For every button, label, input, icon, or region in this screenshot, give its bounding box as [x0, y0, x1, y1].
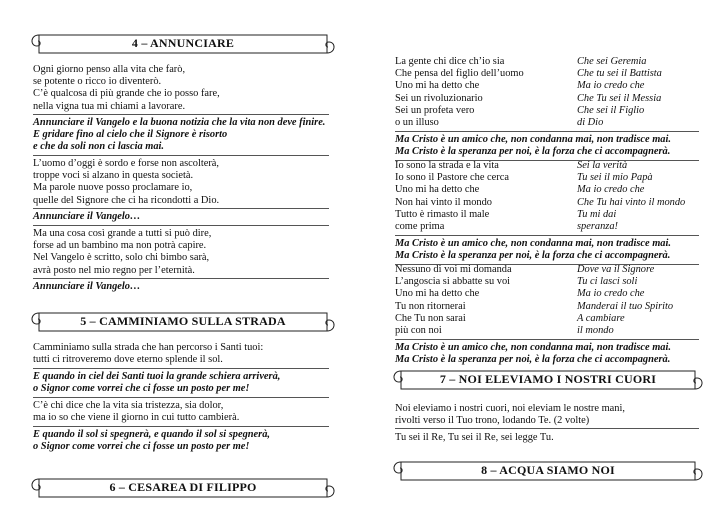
- s4-chorus-short-1: Annunciare il Vangelo…: [33, 211, 141, 222]
- chorus-line: Annunciare il Vangelo e la buona notizia che la vita non deve finire.: [33, 117, 326, 128]
- verse-line: più con noi: [395, 325, 442, 336]
- divider: [33, 278, 329, 279]
- divider: [33, 155, 329, 156]
- verse-line: Uno mi ha detto che: [395, 80, 480, 92]
- divider: [395, 131, 699, 132]
- verse-line: Nel Vangelo è scritto, solo chi bimbo sarà,: [33, 252, 210, 264]
- section-7-title: 7 – NOI ELEVIAMO I NOSTRI CUORI: [439, 372, 657, 386]
- response-line: Ma io credo che: [577, 80, 645, 92]
- verse-line: troppe voci si alzano in questa società.: [33, 170, 194, 182]
- s6-chorus-1: [395, 134, 671, 158]
- section-5-title: 5 – CAMMINIAMO SULLA STRADA: [80, 314, 286, 328]
- verse-line: se potente o ricco io diventerò.: [33, 76, 162, 88]
- verse-line: Io sono il Pastore che cerca: [395, 172, 509, 184]
- s6-chorus-3: [395, 342, 671, 366]
- s5-chorus-1: [33, 371, 280, 395]
- verse-line: ma io so che viene il giorno in cui tutto cambierà.: [33, 412, 240, 424]
- response-line: Sei la verità: [577, 160, 628, 171]
- verse-line: tutti ci ritroveremo dove eterno splende il sol.: [33, 354, 223, 366]
- response-line: Tu mi dai: [577, 208, 617, 220]
- verse-line: quelle del Signore che ci ha ricondotti a Dio.: [33, 194, 220, 206]
- response-line: speranza!: [577, 221, 618, 232]
- verse-line: nella vigna tua mi chiami a lavorare.: [33, 100, 186, 112]
- verse-line: L’angoscia si abbatte su voi: [395, 276, 511, 288]
- verse-line: rivolti verso il Tuo trono, lodando Te. (2 volte): [395, 415, 590, 427]
- divider: [33, 225, 329, 226]
- s7-line: Tu sei il Re, Tu sei il Re, sei legge Tu.: [395, 432, 554, 443]
- s5-verse-2: [33, 400, 239, 424]
- divider: [33, 368, 329, 369]
- s4-verse-1: [33, 64, 220, 113]
- verse-line: Sei un rivoluzionario: [395, 92, 483, 104]
- section-5-banner: [33, 311, 333, 333]
- s4-chorus: [33, 117, 325, 154]
- section-8-banner: [395, 460, 701, 482]
- section-6-title: 6 – CESAREA DI FILIPPO: [109, 480, 257, 494]
- verse-line: Uno mi ha detto che: [395, 288, 480, 300]
- response-line: Che Tu hai vinto il mondo: [577, 196, 686, 208]
- response-line: Che sei Geremia: [577, 56, 647, 67]
- chorus-line: o Signor come vorrei che ci fosse un posto per me!: [33, 441, 250, 453]
- verse-line: forse ad un bambino ma non potrà capire.: [33, 240, 207, 252]
- section-4-banner: [33, 33, 333, 55]
- chorus-line: Ma Cristo è un amico che, non condanna mai, non tradisce mai.: [395, 342, 671, 353]
- response-line: Tu ci lasci soli: [577, 276, 638, 288]
- section-8-title: 8 – ACQUA SIAMO NOI: [481, 463, 615, 477]
- divider: [33, 208, 329, 209]
- verse-line: L’uomo d’oggi è sordo e forse non ascolterà,: [33, 158, 220, 169]
- verse-line: Ma parole nuove posso proclamare io,: [33, 182, 193, 194]
- chorus-line: Ma Cristo è la speranza per noi, è la forza che ci accompagnerà.: [395, 250, 671, 262]
- verse-line: Sei un profeta vero: [395, 104, 475, 116]
- verse-line: come prima: [395, 221, 445, 232]
- response-line: di Dio: [577, 117, 604, 128]
- verse-line: Tutto è rimasto il male: [395, 208, 490, 220]
- s4-verse-3: [33, 228, 211, 277]
- divider: [33, 426, 329, 427]
- s5-chorus-2: [33, 429, 270, 453]
- verse-line: Che pensa del figlio dell’uomo: [395, 68, 524, 80]
- verse-line: Nessuno di voi mi domanda: [395, 264, 512, 275]
- s5-verse-1: [33, 342, 263, 366]
- verse-line: Tu non ritornerai: [395, 300, 466, 312]
- response-line: il mondo: [577, 325, 614, 336]
- verse-line: C’è qualcosa di più grande che io posso fare,: [33, 88, 220, 100]
- chorus-line: o Signor come vorrei che ci fosse un posto per me!: [33, 383, 250, 395]
- response-line: Dove va il Signore: [577, 264, 655, 275]
- divider: [33, 114, 329, 115]
- verse-line: Che Tu non sarai: [395, 312, 466, 324]
- chorus-line: E quando il sol si spegnerà, e quando il sol si spegnerà,: [33, 429, 271, 440]
- divider: [395, 428, 699, 429]
- chorus-line: E gridare fino al cielo che il Signore è risorto: [33, 129, 228, 141]
- section-6-banner: [33, 477, 333, 499]
- chorus-line: Ma Cristo è la speranza per noi, è la forza che ci accompagnerà.: [395, 354, 671, 366]
- s4-chorus-short-2: Annunciare il Vangelo…: [33, 281, 141, 292]
- s7-verse: [395, 403, 625, 427]
- verse-line: La gente chi dice ch’io sia: [395, 56, 505, 67]
- verse-line: Non hai vinto il mondo: [395, 196, 492, 208]
- response-line: Manderai il tuo Spirito: [577, 300, 674, 312]
- verse-line: Ma una cosa così grande a tutti si può dire,: [33, 228, 212, 239]
- verse-line: Ogni giorno penso alla vita che farò,: [33, 64, 186, 75]
- divider: [395, 235, 699, 236]
- verse-line: avrà posto nel mio regno per l’eternità.: [33, 264, 195, 276]
- response-line: Che sei il Figlio: [577, 104, 645, 116]
- verse-line: Camminiamo sulla strada che han percorso i Santi tuoi:: [33, 342, 264, 353]
- chorus-line: E quando in ciel dei Santi tuoi la grande schiera arriverà,: [33, 371, 281, 382]
- divider: [33, 397, 329, 398]
- section-4-title: 4 – ANNUNCIARE: [131, 36, 235, 50]
- response-line: Ma io credo che: [577, 288, 645, 300]
- chorus-line: Ma Cristo è la speranza per noi, è la forza che ci accompagnerà.: [395, 146, 671, 158]
- verse-line: Io sono la strada e la vita: [395, 160, 499, 171]
- section-7-banner: [395, 369, 701, 391]
- verse-line: Noi eleviamo i nostri cuori, noi eleviam le nostre mani,: [395, 403, 625, 414]
- chorus-line: Ma Cristo è un amico che, non condanna mai, non tradisce mai.: [395, 238, 671, 249]
- verse-line: C’è chi dice che la vita sia tristezza, sia dolor,: [33, 400, 224, 411]
- response-line: Che tu sei il Battista: [577, 68, 662, 80]
- verse-line: o un illuso: [395, 117, 439, 128]
- response-line: Ma io credo che: [577, 184, 645, 196]
- response-line: Che Tu sei il Messia: [577, 92, 662, 104]
- s6-chorus-2: [395, 238, 671, 262]
- s4-verse-2: [33, 158, 219, 207]
- divider: [395, 339, 699, 340]
- chorus-line: Ma Cristo è un amico che, non condanna mai, non tradisce mai.: [395, 134, 671, 145]
- response-line: Tu sei il mio Papà: [577, 172, 653, 184]
- verse-line: Uno mi ha detto che: [395, 184, 480, 196]
- chorus-line: e che da soli non ci lascia mai.: [33, 141, 165, 153]
- response-line: A cambiare: [577, 312, 625, 324]
